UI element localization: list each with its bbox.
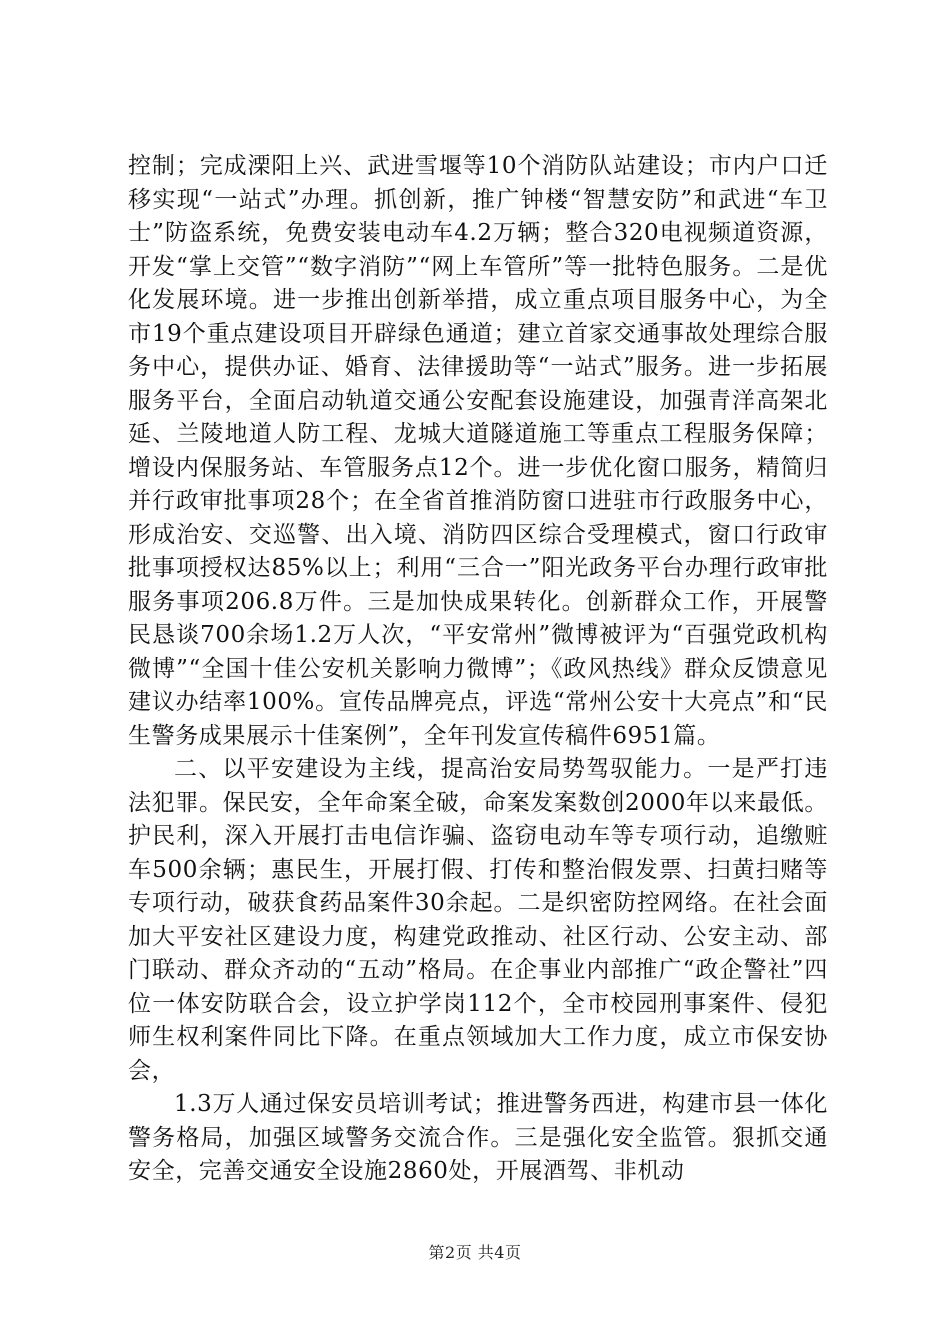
paragraph-1: 控制；完成溧阳上兴、武进雪堰等10个消防队站建设；市内户口迁移实现“一站式”办理。抓创新，推广钟楼“智慧安防”和武进“车卫士”防盗系统，免费安装电动车4.2万辆；整合320电视频道资源，开发“掌上交管”“数字消防”“网上车管所”等一批特色服务。二是优化发展环境。进一步推出创新举措，成立重点项目服务中心，为全市19个重点建设项目开辟绿色通道；建立首家交通事故处理综合服务中心，提供办证、婚育、法律援助等“一站式”服务。进一步拓展服务平台，全面启动轨道交通公安配套设施建设，加强青洋高架北延、兰陵地道人防工程、龙城大道隧道施工等重点工程服务保障；增设内保服务站、车管服务点12个。进一步优化窗口服务，精简归并行政审批事项28个；在全省首推消防窗口进驻市行政服务中心，形成治安、交巡警、出入境、消防四区综合受理模式，窗口行政审批事项授权达85%以上；利用“三合一”阳光政务平台办理行政审批服务事项206.8万件。三是加快成果转化。创新群众工作，开展警民恳谈700余场1.2万人次，“平安常州”微博被评为“百强党政机构微博”“全国十佳公安机关影响力微博”；《政风热线》群众反馈意见建议办结率100%。宣传品牌亮点，评选“常州公安十大亮点”和“民生警务成果展示十佳案例”，全年刊发宣传稿件6951篇。 xyxy=(128,153,828,749)
paragraph-2: 二、以平安建设为主线，提高治安局势驾驭能力。一是严打违法犯罪。保民安，全年命案全破，命案发案数创2000年以来最低。护民利，深入开展打击电信诈骗、盗窃电动车等专项行动，追缴赃车500余辆；惠民生，开展打假、打传和整治假发票、扫黄扫赌等专项行动，破获食药品案件30余起。二是织密防控网络。在社会面加大平安社区建设力度，构建党政推动、社区行动、公安主动、部门联动、群众齐动的“五动”格局。在企事业内部推广“政企警社”四位一体安防联合会，设立护学岗112个，全市校园刑事案件、侵犯师生权利案件同比下降。在重点领域加大工作力度，成立市保安协会， xyxy=(128,756,828,1084)
document-body xyxy=(128,150,828,1189)
paragraph-3: 1.3万人通过保安员培训考试；推进警务西进，构建市县一体化警务格局，加强区域警务交流合作。三是强化安全监管。狠抓交通安全，完善交通安全设施2860处，开展酒驾、非机动 xyxy=(128,1091,828,1184)
page-number-footer: 第2页 共4页 xyxy=(428,1243,522,1262)
